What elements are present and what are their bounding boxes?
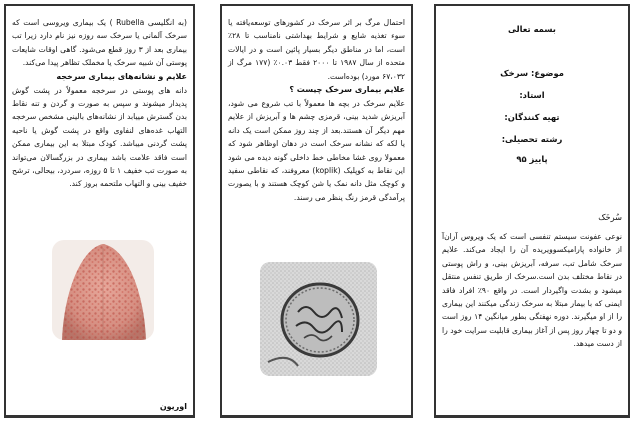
left-panel <box>4 4 195 418</box>
major-line: رشته تحصیلی: <box>501 134 563 144</box>
cover-panel <box>434 4 630 418</box>
rubella-intro: (به انگلیسی Rubella ) یک بیماری ویروسی است که سرخک آلمانی یا سرخک سه روزه نیز نام دارد زیرا تب بیماری بعد از ۳ روز قطع می‌شود. گاهی اوقات شایعات پوستی آن شبیه سرخک یا مخملک تظاهر پیدا می‌کند. <box>12 18 187 68</box>
teacher-line: استاد: <box>519 90 545 100</box>
virus-micrograph <box>260 262 377 376</box>
measles-title: سُرخَک <box>598 212 622 222</box>
measles-body: نوعی عفونت سیستم تنفسی است که یک ویروس آران‌آ از خانواده پارامیکسوویریده آن را ایجاد می‌کند. علایم سرخک شامل تب، سرفه، آبریزش بینی، و راش پوستی در نقاط مختلف بدن است.سرخک از طریق تنفس منتقل میشود و بشدت واگیردار است. در واقع ۹۰٪ افراد فاقد ایمنی که با بیمار مبتلا به سرخک زندگی میکنند این بیماری را از او میگیرند. دوره نهفتگی بطور میانگین ۱۴ روز است و دو تا چهار روز پس از آغاز بیماری قابلیت سرایت خود را از دست میدهد. <box>442 232 623 349</box>
middle-panel <box>220 4 413 418</box>
semester-line: پاییز ۹۵ <box>516 154 548 164</box>
rubella-heading: علایم و نشانه‌های بیماری سرخجه <box>56 71 187 81</box>
basmala: بسمه تعالی <box>508 24 556 34</box>
rubella-body: دانه های پوستی در سرخجه معمولاً در پشت گوش پدیدار میشوند و سپس به صورت و گردن و تنه نقاط بدن گسترش مییابد از نشانه‌های بالینی مشخص سرخجه التهاب غده‌های لنفاوی واقع در پشت گوش یا ناحیه پشت گردنی میباشد. کودک مبتلا به این بیماری ممکن است فاقد علامت باشد بیماری در بزرگسالان می‌تواند به صورت تب خفیف ۱ تا ۵ روزه، سردرد، بیحالی، ترشح خفیف بینی و التهاب ملتحمه بروز کند. <box>12 85 187 189</box>
subject-line: موضوع: سرخک <box>500 68 564 78</box>
rubella-rash-photo <box>52 240 154 340</box>
mortality-text: احتمال مرگ بر اثر سرخک در کشورهای توسعه‌یافته یا سوء تغذیه شایع و شرایط بهداشتی نامناسب تا ۲۸٪ است، اما در مناطق دیگر بسیار پائین است و در ایالات متحده از سال ۱۹۸۷ تا ۲۰۰۰ فقط ۰.۰۳٪ (۱۷۷ مرگ از ۶۷،۰۳۲ مورد) بوده‌است. <box>228 18 405 81</box>
mumps-heading: اوریون <box>159 402 187 411</box>
prepared-by-line: تهیه کنندگان: <box>504 112 560 122</box>
symptoms-body: علایم سرخک در بچه ها معمولاً با تب شروع می شود، آبریزش شدید بینی، قرمزی چشم ها و آبریزش از علایم مهم دیگر آن هستند.بعد از چند روز ممکن است یک دانه یا لکه که نشانه سرخک است در دهان اوظاهر شود که معمولا روی غشا مخاطی خط داخلی گونه دیده می شود این نقاط به کوپلیک (koplik) معروفند، که نقاطی سفید و کوچک مثل دانه نمک یا شن کوچک هستند و با یصورت پرآمدگی قرمز رنگ ینظر می رسند. <box>228 99 405 202</box>
symptoms-heading: علایم بیماری سرخک چیست ؟ <box>289 85 405 95</box>
